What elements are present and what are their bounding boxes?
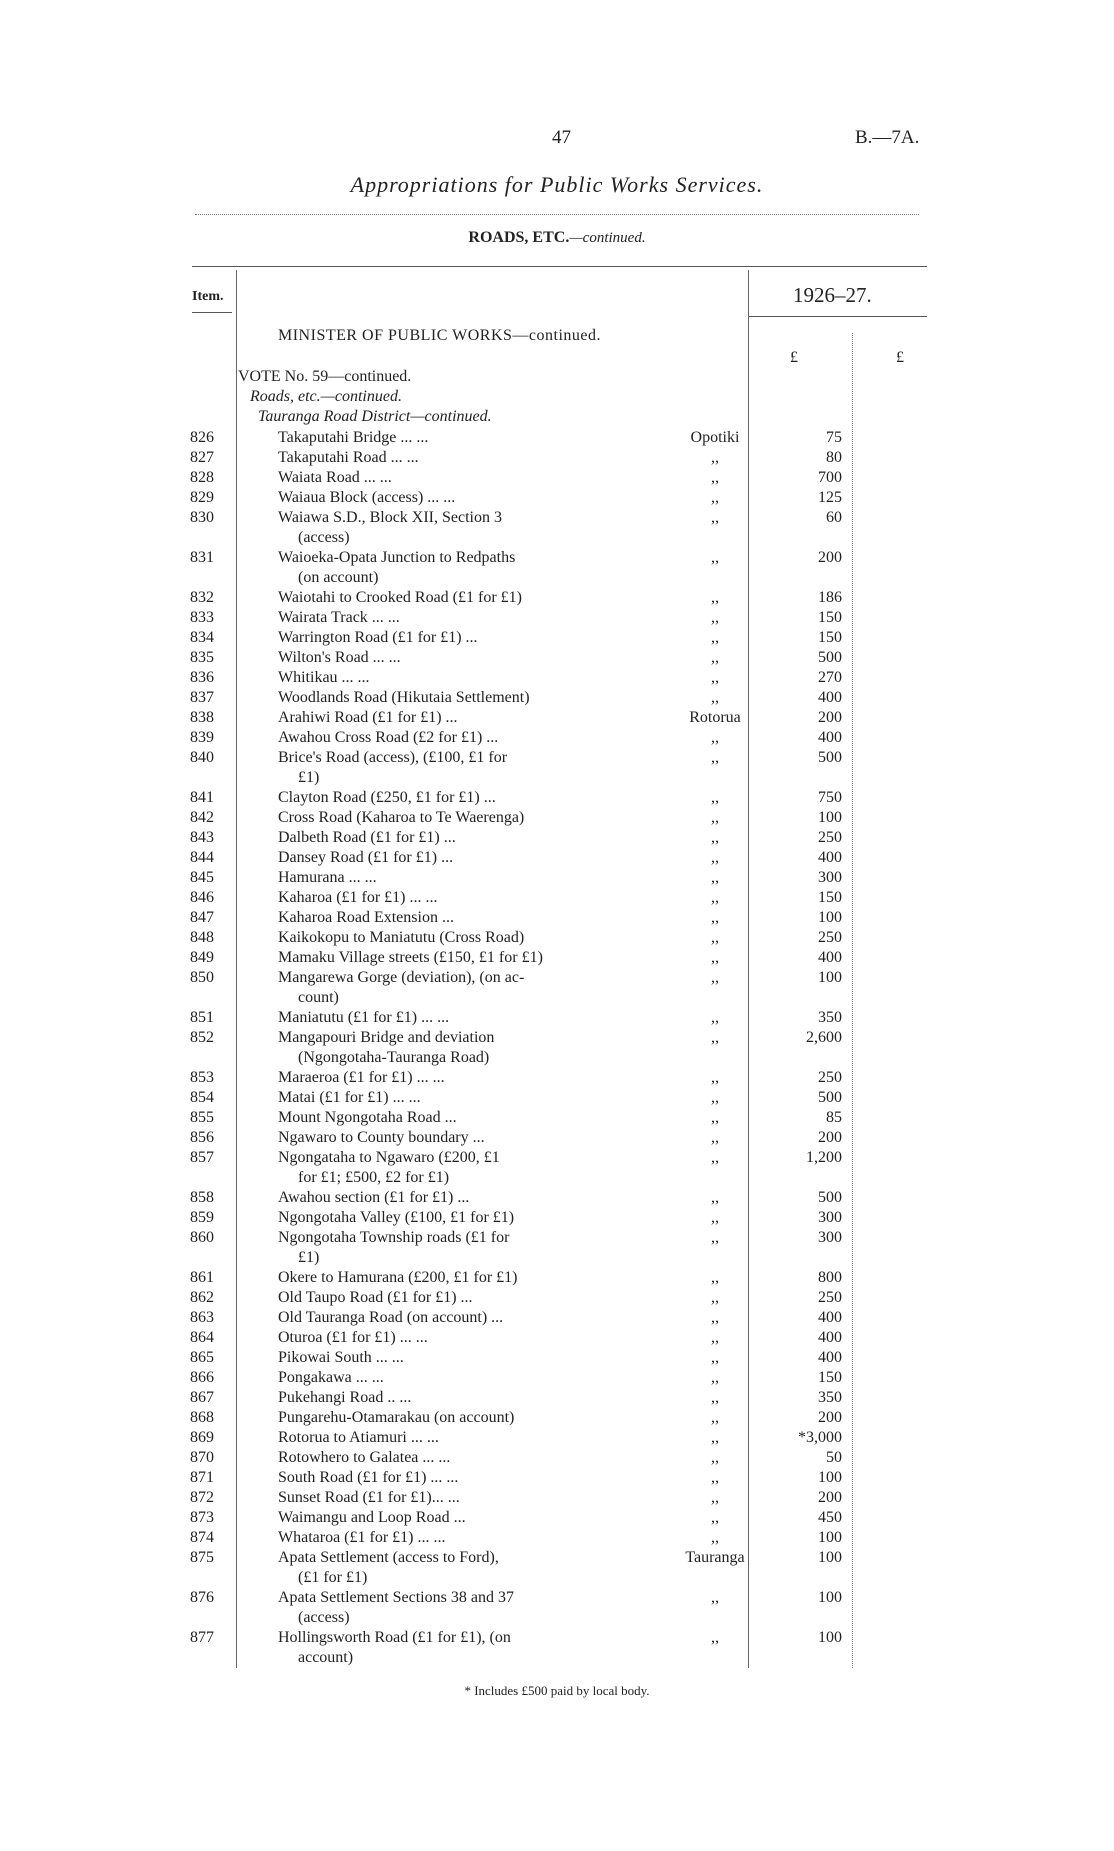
item-description [278, 968, 628, 1008]
item-amount: 400 [818, 729, 842, 746]
item-description-text: Warrington Road (£1 for £1) ... [278, 629, 478, 646]
item-description-text: Maraeroa (£1 for £1) ... ... [278, 1069, 445, 1086]
item-description [278, 1488, 628, 1508]
item-description-text: Rotorua to Atiamuri ... ... [278, 1429, 439, 1446]
item-amount: 85 [826, 1109, 842, 1126]
item-description-text: Kaharoa Road Extension ... [278, 909, 454, 926]
item-number: 869 [190, 1429, 214, 1446]
footnote: * Includes £500 paid by local body. [464, 1683, 650, 1698]
item-district: ,, [711, 1529, 719, 1546]
item-amount: 150 [818, 609, 842, 626]
item-district: ,, [711, 1129, 719, 1146]
item-description-text: Waimangu and Loop Road ... [278, 1509, 466, 1526]
item-number: 848 [190, 929, 214, 946]
item-number: 868 [190, 1409, 214, 1426]
item-number: 865 [190, 1349, 214, 1366]
currency-symbol-2: £ [896, 349, 904, 366]
item-district: ,, [711, 1409, 719, 1426]
item-amount: 250 [818, 829, 842, 846]
item-description [278, 1088, 628, 1108]
item-description [278, 708, 628, 728]
item-amount: 150 [818, 889, 842, 906]
item-amount: 800 [818, 1269, 842, 1286]
item-description-text: Ngawaro to County boundary ... [278, 1129, 485, 1146]
item-amount: 200 [818, 549, 842, 566]
item-amount: 150 [818, 1369, 842, 1386]
item-description-continuation: (access) [298, 529, 350, 546]
item-description [278, 1128, 628, 1148]
item-amount: 80 [826, 449, 842, 466]
item-amount: 100 [818, 1529, 842, 1546]
item-column-header: Item. [192, 289, 224, 304]
item-amount: 270 [818, 669, 842, 686]
item-number: 834 [190, 629, 214, 646]
item-description [278, 628, 628, 648]
item-description-text: Mangarewa Gorge (deviation), (on ac- [278, 969, 525, 986]
item-description-text: Old Tauranga Road (on account) ... [278, 1309, 504, 1326]
item-description [278, 828, 628, 848]
currency-symbol-1: £ [790, 349, 798, 366]
item-description-text: Apata Settlement Sections 38 and 37 [278, 1589, 514, 1606]
item-description-text: Hamurana ... ... [278, 869, 377, 886]
item-district: ,, [711, 629, 719, 646]
item-number: 844 [190, 849, 214, 866]
item-district: ,, [711, 669, 719, 686]
item-number: 859 [190, 1209, 214, 1226]
item-district: ,, [711, 1509, 719, 1526]
item-description-text: Wilton's Road ... ... [278, 649, 401, 666]
item-description [278, 948, 628, 968]
item-description [278, 1108, 628, 1128]
item-amount: 100 [818, 1589, 842, 1606]
item-description-text: Brice's Road (access), (£100, £1 for [278, 749, 508, 766]
item-amount: 250 [818, 1289, 842, 1306]
item-number: 864 [190, 1329, 214, 1346]
item-amount: 200 [818, 1129, 842, 1146]
item-description-continuation: (£1 for £1) [298, 1569, 368, 1586]
item-description [278, 808, 628, 828]
item-number: 853 [190, 1069, 214, 1086]
item-description [278, 488, 628, 508]
item-amount: 100 [818, 809, 842, 826]
item-description-text: Waioeka-Opata Junction to Redpaths [278, 549, 516, 566]
item-number: 845 [190, 869, 214, 886]
item-amount: 75 [826, 429, 842, 446]
item-number: 858 [190, 1189, 214, 1206]
item-description-text: Arahiwi Road (£1 for £1) ... [278, 709, 458, 726]
item-description-text: Pikowai South ... ... [278, 1349, 404, 1366]
item-district: ,, [711, 549, 719, 566]
item-number: 855 [190, 1109, 214, 1126]
item-number: 852 [190, 1029, 214, 1046]
item-column-divider [236, 270, 237, 1668]
item-description [278, 1428, 628, 1448]
item-amount: 100 [818, 1629, 842, 1646]
item-amount: 500 [818, 649, 842, 666]
item-description-text: Awahou Cross Road (£2 for £1) ... [278, 729, 499, 746]
item-number: 832 [190, 589, 214, 606]
item-amount: 300 [818, 1209, 842, 1226]
item-description-text: Ngongotaha Valley (£100, £1 for £1) [278, 1209, 515, 1226]
item-description-text: Apata Settlement (access to Ford), [278, 1549, 499, 1566]
item-description-text: Whataroa (£1 for £1) ... ... [278, 1529, 446, 1546]
item-description [278, 1228, 628, 1268]
item-number: 877 [190, 1629, 214, 1646]
item-district: ,, [711, 909, 719, 926]
item-description [278, 1588, 628, 1628]
item-number: 871 [190, 1469, 214, 1486]
item-description-text: Dalbeth Road (£1 for £1) ... [278, 829, 456, 846]
item-district: ,, [711, 1469, 719, 1486]
total-column-divider [852, 333, 853, 1668]
item-district: Opotiki [690, 429, 740, 446]
item-description-text: Dansey Road (£1 for £1) ... [278, 849, 454, 866]
item-number: 851 [190, 1009, 214, 1026]
item-district: ,, [711, 1629, 719, 1646]
item-description [278, 1068, 628, 1088]
item-amount: 50 [826, 1449, 842, 1466]
item-description [278, 508, 628, 548]
item-number: 856 [190, 1129, 214, 1146]
item-description [278, 928, 628, 948]
item-description-continuation: account) [298, 1649, 354, 1666]
item-district: ,, [711, 1209, 719, 1226]
item-description [278, 588, 628, 608]
item-number: 827 [190, 449, 214, 466]
item-amount: 400 [818, 1329, 842, 1346]
item-district: ,, [711, 729, 719, 746]
item-header-rule [192, 312, 232, 313]
item-amount: 1,200 [806, 1149, 842, 1166]
item-description [278, 728, 628, 748]
item-description [278, 908, 628, 928]
document-reference: B.—7A. [855, 127, 920, 148]
item-description [278, 1628, 628, 1668]
item-number: 831 [190, 549, 214, 566]
item-amount: 150 [818, 629, 842, 646]
item-district: ,, [711, 1149, 719, 1166]
item-district: ,, [711, 1069, 719, 1086]
item-number: 838 [190, 709, 214, 726]
item-amount: 400 [818, 949, 842, 966]
item-amount: 200 [818, 709, 842, 726]
item-district: ,, [711, 1389, 719, 1406]
item-description [278, 1548, 628, 1588]
page-title: Appropriations for Public Works Services. [350, 172, 764, 197]
item-description-text: Okere to Hamurana (£200, £1 for £1) [278, 1269, 518, 1286]
item-district: Tauranga [685, 1549, 745, 1566]
item-description [278, 1288, 628, 1308]
item-description-continuation: count) [298, 989, 339, 1006]
item-district: ,, [711, 1489, 719, 1506]
item-district: ,, [711, 1329, 719, 1346]
table-top-rule [192, 266, 927, 267]
item-description-continuation: (Ngongotaha-Tauranga Road) [298, 1049, 490, 1066]
item-description-text: Sunset Road (£1 for £1)... ... [278, 1489, 460, 1506]
item-description-text: Takaputahi Road ... ... [278, 449, 419, 466]
item-description-text: Pungarehu-Otamarakau (on account) [278, 1409, 515, 1426]
item-district: ,, [711, 1229, 719, 1246]
item-district: Rotorua [689, 709, 741, 726]
item-description-text: Rotowhero to Galatea ... ... [278, 1449, 451, 1466]
item-description [278, 1448, 628, 1468]
item-amount: *3,000 [798, 1429, 842, 1446]
item-amount: 250 [818, 929, 842, 946]
item-description-text: Kaikokopu to Maniatutu (Cross Road) [278, 929, 525, 946]
item-description [278, 548, 628, 588]
item-number: 829 [190, 489, 214, 506]
item-description-text: Mount Ngongotaha Road ... [278, 1109, 457, 1126]
item-description [278, 468, 628, 488]
item-number: 849 [190, 949, 214, 966]
item-district: ,, [711, 1109, 719, 1126]
item-number: 874 [190, 1529, 214, 1546]
item-description-continuation: £1) [298, 769, 320, 786]
item-district: ,, [711, 1369, 719, 1386]
item-district: ,, [711, 1289, 719, 1306]
item-number: 850 [190, 969, 214, 986]
item-description-text: Woodlands Road (Hikutaia Settlement) [278, 689, 530, 706]
item-description [278, 1508, 628, 1528]
item-district: ,, [711, 809, 719, 826]
item-description [278, 1188, 628, 1208]
item-number: 835 [190, 649, 214, 666]
item-amount: 100 [818, 1469, 842, 1486]
item-amount: 500 [818, 1189, 842, 1206]
item-description-text: Whitikau ... ... [278, 669, 370, 686]
item-description [278, 868, 628, 888]
item-description [278, 1468, 628, 1488]
item-description-text: Ngongataha to Ngawaro (£200, £1 [278, 1149, 500, 1166]
item-description-text: Waiawa S.D., Block XII, Section 3 [278, 509, 502, 526]
item-description-text: Maniatutu (£1 for £1) ... ... [278, 1009, 450, 1026]
item-amount: 100 [818, 909, 842, 926]
item-number: 842 [190, 809, 214, 826]
section-suffix: —continued. [569, 230, 646, 246]
district-heading: Tauranga Road District—continued. [258, 408, 492, 425]
item-district: ,, [711, 829, 719, 846]
item-amount: 500 [818, 749, 842, 766]
item-description [278, 1268, 628, 1288]
item-district: ,, [711, 1309, 719, 1326]
item-number: 846 [190, 889, 214, 906]
item-number: 841 [190, 789, 214, 806]
item-number: 854 [190, 1089, 214, 1106]
item-number: 873 [190, 1509, 214, 1526]
item-amount: 500 [818, 1089, 842, 1106]
item-district: ,, [711, 969, 719, 986]
item-description [278, 848, 628, 868]
item-description [278, 1308, 628, 1328]
item-number: 836 [190, 669, 214, 686]
item-amount: 400 [818, 1309, 842, 1326]
item-district: ,, [711, 649, 719, 666]
item-district: ,, [711, 589, 719, 606]
item-district: ,, [711, 1009, 719, 1026]
item-district: ,, [711, 449, 719, 466]
item-description [278, 1208, 628, 1228]
item-description [278, 448, 628, 468]
item-description-text: Waiotahi to Crooked Road (£1 for £1) [278, 589, 522, 606]
item-description [278, 608, 628, 628]
item-number: 839 [190, 729, 214, 746]
item-amount: 300 [818, 1229, 842, 1246]
item-amount: 100 [818, 1549, 842, 1566]
item-district: ,, [711, 1449, 719, 1466]
item-description-text: Cross Road (Kaharoa to Te Waerenga) [278, 809, 525, 826]
item-number: 857 [190, 1149, 214, 1166]
item-description-continuation: (on account) [298, 569, 379, 586]
item-amount: 400 [818, 849, 842, 866]
item-description-continuation: (access) [298, 1609, 350, 1626]
item-amount: 750 [818, 789, 842, 806]
item-district: ,, [711, 1189, 719, 1206]
item-description-text: Takaputahi Bridge ... ... [278, 429, 429, 446]
item-description-text: Mangapouri Bridge and deviation [278, 1029, 495, 1046]
item-description [278, 1028, 628, 1068]
item-amount: 350 [818, 1009, 842, 1026]
vote-heading: VOTE No. 59—continued. [238, 368, 412, 385]
item-number: 840 [190, 749, 214, 766]
item-number: 843 [190, 829, 214, 846]
item-district: ,, [711, 469, 719, 486]
item-description [278, 1388, 628, 1408]
item-description [278, 1148, 628, 1188]
page-number: 47 [552, 127, 571, 148]
item-district: ,, [711, 609, 719, 626]
item-description-text: Pukehangi Road .. ... [278, 1389, 412, 1406]
item-district: ,, [711, 1429, 719, 1446]
item-description-text: Pongakawa ... ... [278, 1369, 384, 1386]
year-header-rule [748, 316, 927, 317]
item-number: 860 [190, 1229, 214, 1246]
item-amount: 450 [818, 1509, 842, 1526]
item-amount: 200 [818, 1409, 842, 1426]
item-description-text: Waiaua Block (access) ... ... [278, 489, 456, 506]
item-district: ,, [711, 849, 719, 866]
item-description-text: Matai (£1 for £1) ... ... [278, 1089, 421, 1106]
item-district: ,, [711, 1589, 719, 1606]
item-description-text: Mamaku Village streets (£150, £1 for £1) [278, 949, 543, 966]
item-number: 830 [190, 509, 214, 526]
item-number: 847 [190, 909, 214, 926]
item-amount: 300 [818, 869, 842, 886]
item-number: 876 [190, 1589, 214, 1606]
item-description [278, 788, 628, 808]
year-column-header: 1926–27. [793, 283, 872, 307]
item-amount: 700 [818, 469, 842, 486]
item-amount: 186 [818, 589, 842, 606]
item-description-text: South Road (£1 for £1) ... ... [278, 1469, 459, 1486]
item-district: ,, [711, 869, 719, 886]
item-description [278, 428, 628, 448]
item-amount: 100 [818, 969, 842, 986]
item-district: ,, [711, 929, 719, 946]
item-number: 833 [190, 609, 214, 626]
item-district: ,, [711, 1029, 719, 1046]
item-number: 837 [190, 689, 214, 706]
item-district: ,, [711, 509, 719, 526]
roads-heading: Roads, etc.—continued. [250, 388, 402, 405]
item-description-text: Clayton Road (£250, £1 for £1) ... [278, 789, 496, 806]
item-description-text: Kaharoa (£1 for £1) ... ... [278, 889, 438, 906]
item-description [278, 748, 628, 788]
item-description-text: Awahou section (£1 for £1) ... [278, 1189, 470, 1206]
minister-heading: MINISTER OF PUBLIC WORKS—continued. [278, 327, 601, 344]
item-number: 862 [190, 1289, 214, 1306]
item-district: ,, [711, 1269, 719, 1286]
item-district: ,, [711, 1349, 719, 1366]
item-district: ,, [711, 889, 719, 906]
item-number: 870 [190, 1449, 214, 1466]
item-district: ,, [711, 789, 719, 806]
item-district: ,, [711, 689, 719, 706]
item-description [278, 888, 628, 908]
item-description [278, 1008, 628, 1028]
item-description [278, 1328, 628, 1348]
item-description-text: Oturoa (£1 for £1) ... ... [278, 1329, 428, 1346]
item-amount: 125 [818, 489, 842, 506]
item-description [278, 648, 628, 668]
item-number: 867 [190, 1389, 214, 1406]
item-district: ,, [711, 1089, 719, 1106]
item-amount: 250 [818, 1069, 842, 1086]
item-description [278, 1408, 628, 1428]
item-amount: 2,600 [806, 1029, 842, 1046]
item-description-text: Old Taupo Road (£1 for £1) ... [278, 1289, 473, 1306]
item-amount: 350 [818, 1389, 842, 1406]
item-number: 875 [190, 1549, 214, 1566]
item-description-continuation: £1) [298, 1249, 320, 1266]
item-description-text: Wairata Track ... ... [278, 609, 400, 626]
item-district: ,, [711, 489, 719, 506]
section-name: ROADS, ETC. [468, 229, 570, 246]
item-description-text: Hollingsworth Road (£1 for £1), (on [278, 1629, 511, 1646]
item-number: 861 [190, 1269, 214, 1286]
item-description [278, 1348, 628, 1368]
item-amount: 400 [818, 689, 842, 706]
item-amount: 200 [818, 1489, 842, 1506]
item-amount: 400 [818, 1349, 842, 1366]
item-number: 826 [190, 429, 214, 446]
item-description [278, 688, 628, 708]
section-heading [0, 229, 1114, 247]
item-number: 863 [190, 1309, 214, 1326]
item-number: 828 [190, 469, 214, 486]
item-description-continuation: for £1; £500, £2 for £1) [298, 1169, 450, 1186]
item-number: 866 [190, 1369, 214, 1386]
item-amount: 60 [826, 509, 842, 526]
item-description-text: Ngongotaha Township roads (£1 for [278, 1229, 510, 1246]
item-description [278, 668, 628, 688]
item-description-text: Waiata Road ... ... [278, 469, 392, 486]
item-description [278, 1368, 628, 1388]
item-number: 872 [190, 1489, 214, 1506]
item-district: ,, [711, 749, 719, 766]
item-district: ,, [711, 949, 719, 966]
title-rule [195, 214, 919, 215]
item-description [278, 1528, 628, 1548]
